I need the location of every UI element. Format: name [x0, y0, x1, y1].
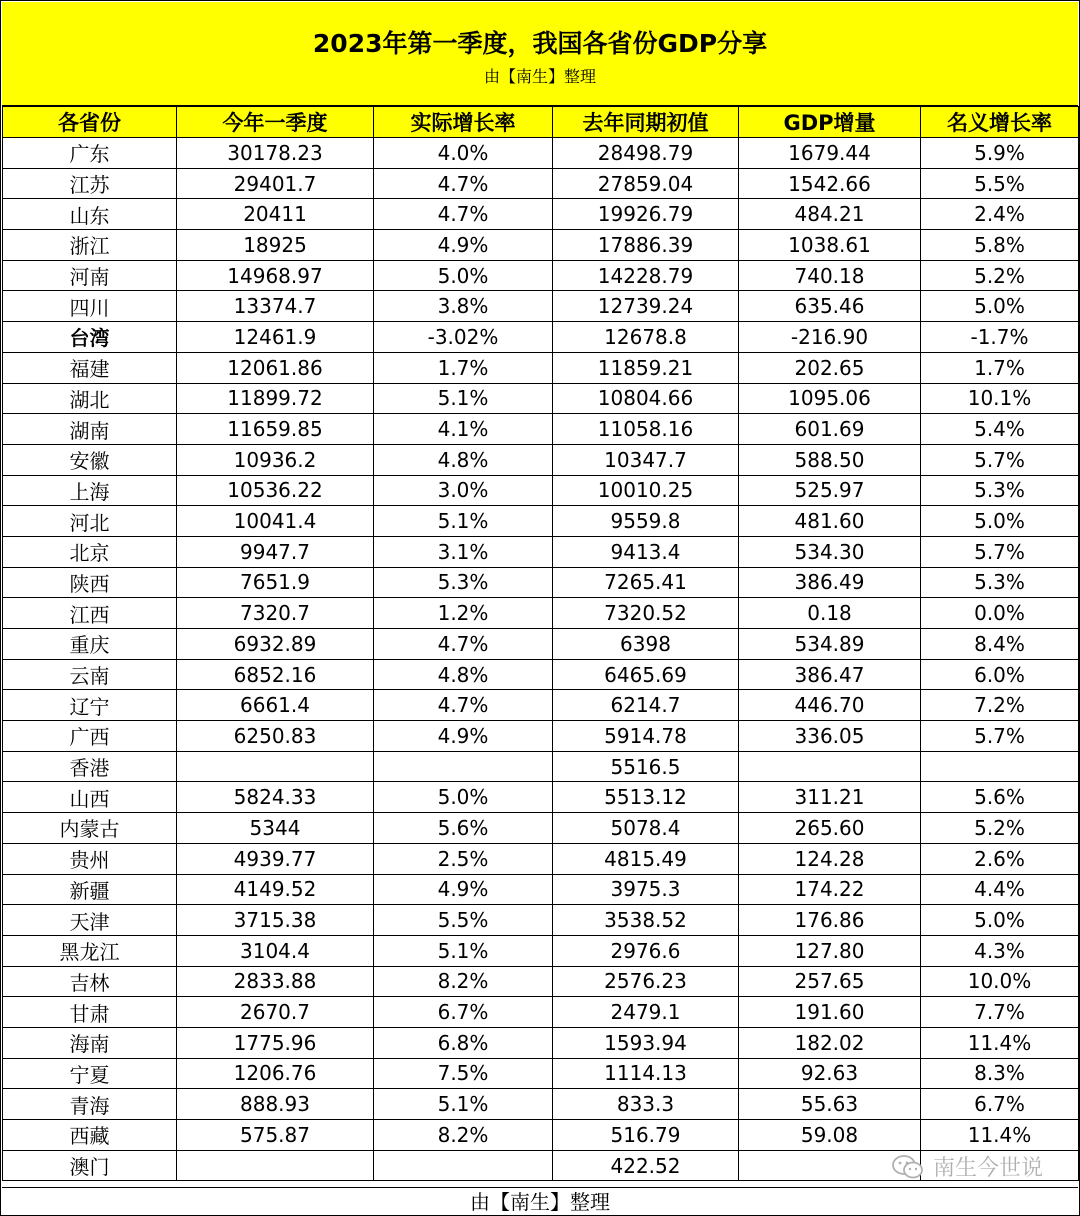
cell-province: 内蒙古 [3, 813, 177, 844]
cell-gdp-increase: 124.28 [739, 843, 921, 874]
cell-q1-gdp: 2833.88 [177, 966, 374, 997]
cell-gdp-increase: 265.60 [739, 813, 921, 844]
cell-nominal-growth: 10.1% [921, 383, 1079, 414]
cell-last-year-initial: 833.3 [553, 1089, 739, 1120]
cell-nominal-growth: 5.7% [921, 721, 1079, 752]
cell-province: 湖北 [3, 383, 177, 414]
cell-last-year-initial: 9559.8 [553, 506, 739, 537]
cell-gdp-increase: 176.86 [739, 905, 921, 936]
cell-last-year-initial: 2576.23 [553, 966, 739, 997]
cell-q1-gdp: 10936.2 [177, 444, 374, 475]
cell-q1-gdp [177, 1150, 374, 1181]
cell-gdp-increase: 202.65 [739, 352, 921, 383]
cell-q1-gdp: 6661.4 [177, 690, 374, 721]
cell-province: 贵州 [3, 843, 177, 874]
cell-q1-gdp: 575.87 [177, 1120, 374, 1151]
cell-q1-gdp: 888.93 [177, 1089, 374, 1120]
cell-nominal-growth: 11.4% [921, 1027, 1079, 1058]
cell-q1-gdp: 6852.16 [177, 659, 374, 690]
cell-real-growth: 4.8% [374, 659, 553, 690]
cell-gdp-increase: 534.89 [739, 629, 921, 660]
cell-last-year-initial: 11058.16 [553, 414, 739, 445]
cell-gdp-increase: 1679.44 [739, 138, 921, 169]
cell-nominal-growth: 10.0% [921, 966, 1079, 997]
cell-q1-gdp: 2670.7 [177, 997, 374, 1028]
table-row [3, 598, 1079, 629]
cell-province: 上海 [3, 475, 177, 506]
watermark [891, 1151, 1043, 1182]
cell-q1-gdp: 14968.97 [177, 260, 374, 291]
cell-gdp-increase: 635.46 [739, 291, 921, 322]
cell-real-growth: 5.1% [374, 383, 553, 414]
cell-q1-gdp: 29401.7 [177, 168, 374, 199]
cell-province: 广西 [3, 721, 177, 752]
cell-gdp-increase: -216.90 [739, 322, 921, 353]
table-row [3, 997, 1079, 1028]
cell-province: 四川 [3, 291, 177, 322]
cell-q1-gdp: 10041.4 [177, 506, 374, 537]
cell-last-year-initial: 17886.39 [553, 230, 739, 261]
cell-q1-gdp: 10536.22 [177, 475, 374, 506]
cell-nominal-growth: 1.7% [921, 352, 1079, 383]
cell-last-year-initial: 10010.25 [553, 475, 739, 506]
cell-last-year-initial: 5516.5 [553, 751, 739, 782]
cell-q1-gdp: 4149.52 [177, 874, 374, 905]
cell-real-growth: 6.7% [374, 997, 553, 1028]
cell-nominal-growth: 4.4% [921, 874, 1079, 905]
cell-last-year-initial: 14228.79 [553, 260, 739, 291]
cell-gdp-increase: 386.49 [739, 567, 921, 598]
cell-gdp-increase: 446.70 [739, 690, 921, 721]
cell-q1-gdp: 9947.7 [177, 536, 374, 567]
cell-real-growth: 4.7% [374, 629, 553, 660]
cell-last-year-initial: 7320.52 [553, 598, 739, 629]
cell-last-year-initial: 2479.1 [553, 997, 739, 1028]
cell-real-growth: 8.2% [374, 966, 553, 997]
cell-province: 台湾 [3, 322, 177, 353]
table-row [3, 322, 1079, 353]
table-row [3, 199, 1079, 230]
cell-last-year-initial: 4815.49 [553, 843, 739, 874]
cell-province: 青海 [3, 1089, 177, 1120]
table-row [3, 629, 1079, 660]
cell-real-growth: -3.02% [374, 322, 553, 353]
cell-gdp-increase: 386.47 [739, 659, 921, 690]
table-row [3, 1089, 1079, 1120]
watermark-text: 南生今世说 [932, 1156, 1043, 1181]
page-title: 2023年第一季度，我国各省份GDP分享 [312, 29, 768, 58]
cell-q1-gdp: 6250.83 [177, 721, 374, 752]
cell-gdp-increase: 174.22 [739, 874, 921, 905]
cell-province: 陕西 [3, 567, 177, 598]
cell-last-year-initial: 7265.41 [553, 567, 739, 598]
cell-q1-gdp: 5824.33 [177, 782, 374, 813]
table-row [3, 475, 1079, 506]
gdp-table [2, 106, 1079, 1181]
cell-real-growth: 4.9% [374, 721, 553, 752]
cell-gdp-increase: 1095.06 [739, 383, 921, 414]
cell-province: 西藏 [3, 1120, 177, 1151]
cell-q1-gdp: 4939.77 [177, 843, 374, 874]
cell-nominal-growth: 7.7% [921, 997, 1079, 1028]
table-row [3, 352, 1079, 383]
cell-nominal-growth: 5.0% [921, 291, 1079, 322]
cell-province: 吉林 [3, 966, 177, 997]
cell-q1-gdp: 7320.7 [177, 598, 374, 629]
cell-nominal-growth: 7.2% [921, 690, 1079, 721]
cell-nominal-growth: 0.0% [921, 598, 1079, 629]
cell-province: 澳门 [3, 1150, 177, 1181]
cell-province: 海南 [3, 1027, 177, 1058]
cell-gdp-increase: 182.02 [739, 1027, 921, 1058]
cell-q1-gdp: 20411 [177, 199, 374, 230]
cell-province: 广东 [3, 138, 177, 169]
cell-q1-gdp: 5344 [177, 813, 374, 844]
wechat-icon [891, 1154, 925, 1180]
header-gdp-increase: GDP增量 [739, 107, 921, 138]
table-row [3, 782, 1079, 813]
table-row [3, 1027, 1079, 1058]
cell-province: 安徽 [3, 444, 177, 475]
cell-last-year-initial: 12678.8 [553, 322, 739, 353]
cell-gdp-increase: 534.30 [739, 536, 921, 567]
table-row [3, 444, 1079, 475]
table-row [3, 813, 1079, 844]
cell-last-year-initial: 9413.4 [553, 536, 739, 567]
cell-real-growth: 4.7% [374, 199, 553, 230]
cell-real-growth [374, 1150, 553, 1181]
cell-province: 北京 [3, 536, 177, 567]
cell-gdp-increase: 55.63 [739, 1089, 921, 1120]
cell-nominal-growth: 2.4% [921, 199, 1079, 230]
cell-province: 山东 [3, 199, 177, 230]
cell-q1-gdp: 11899.72 [177, 383, 374, 414]
table-row [3, 168, 1079, 199]
cell-real-growth: 4.8% [374, 444, 553, 475]
cell-last-year-initial: 1593.94 [553, 1027, 739, 1058]
cell-q1-gdp: 1206.76 [177, 1058, 374, 1089]
table-row [3, 874, 1079, 905]
cell-real-growth: 4.9% [374, 230, 553, 261]
cell-last-year-initial: 10804.66 [553, 383, 739, 414]
cell-province: 宁夏 [3, 1058, 177, 1089]
table-row [3, 721, 1079, 752]
cell-nominal-growth: -1.7% [921, 322, 1079, 353]
cell-q1-gdp: 12461.9 [177, 322, 374, 353]
cell-q1-gdp: 1775.96 [177, 1027, 374, 1058]
cell-gdp-increase: 311.21 [739, 782, 921, 813]
cell-real-growth: 4.1% [374, 414, 553, 445]
cell-gdp-increase: 484.21 [739, 199, 921, 230]
table-row [3, 966, 1079, 997]
cell-nominal-growth: 5.7% [921, 536, 1079, 567]
table-row [3, 751, 1079, 782]
table-row [3, 414, 1079, 445]
cell-q1-gdp: 18925 [177, 230, 374, 261]
table-row [3, 935, 1079, 966]
cell-nominal-growth: 5.2% [921, 813, 1079, 844]
cell-last-year-initial: 19926.79 [553, 199, 739, 230]
cell-real-growth: 3.8% [374, 291, 553, 322]
cell-last-year-initial: 6465.69 [553, 659, 739, 690]
cell-real-growth [374, 751, 553, 782]
cell-real-growth: 6.8% [374, 1027, 553, 1058]
cell-nominal-growth: 5.0% [921, 905, 1079, 936]
table-row [3, 905, 1079, 936]
cell-nominal-growth: 5.7% [921, 444, 1079, 475]
table-row [3, 659, 1079, 690]
cell-nominal-growth: 5.4% [921, 414, 1079, 445]
cell-gdp-increase: 525.97 [739, 475, 921, 506]
cell-real-growth: 4.7% [374, 168, 553, 199]
cell-gdp-increase: 336.05 [739, 721, 921, 752]
cell-nominal-growth: 2.6% [921, 843, 1079, 874]
cell-nominal-growth: 5.6% [921, 782, 1079, 813]
cell-nominal-growth: 5.9% [921, 138, 1079, 169]
cell-real-growth: 5.6% [374, 813, 553, 844]
cell-real-growth: 1.7% [374, 352, 553, 383]
cell-real-growth: 4.9% [374, 874, 553, 905]
cell-real-growth: 2.5% [374, 843, 553, 874]
table-row [3, 383, 1079, 414]
header-nominal-growth: 名义增长率 [921, 107, 1079, 138]
cell-gdp-increase: 601.69 [739, 414, 921, 445]
table-row [3, 260, 1079, 291]
cell-real-growth: 7.5% [374, 1058, 553, 1089]
cell-province: 甘肃 [3, 997, 177, 1028]
cell-nominal-growth: 6.0% [921, 659, 1079, 690]
cell-nominal-growth: 5.0% [921, 506, 1079, 537]
cell-last-year-initial: 1114.13 [553, 1058, 739, 1089]
cell-province: 河南 [3, 260, 177, 291]
cell-gdp-increase: 1038.61 [739, 230, 921, 261]
cell-last-year-initial: 28498.79 [553, 138, 739, 169]
header-row [3, 107, 1079, 138]
cell-province: 黑龙江 [3, 935, 177, 966]
cell-gdp-increase: 1542.66 [739, 168, 921, 199]
cell-nominal-growth: 5.3% [921, 475, 1079, 506]
cell-last-year-initial: 10347.7 [553, 444, 739, 475]
cell-nominal-growth: 5.5% [921, 168, 1079, 199]
cell-province: 福建 [3, 352, 177, 383]
cell-last-year-initial: 12739.24 [553, 291, 739, 322]
cell-q1-gdp: 12061.86 [177, 352, 374, 383]
cell-province: 新疆 [3, 874, 177, 905]
table-row [3, 291, 1079, 322]
cell-real-growth: 3.0% [374, 475, 553, 506]
cell-real-growth: 5.1% [374, 506, 553, 537]
cell-last-year-initial: 422.52 [553, 1150, 739, 1181]
cell-gdp-increase: 588.50 [739, 444, 921, 475]
cell-province: 云南 [3, 659, 177, 690]
cell-nominal-growth [921, 751, 1079, 782]
cell-province: 江苏 [3, 168, 177, 199]
cell-gdp-increase [739, 751, 921, 782]
cell-last-year-initial: 5078.4 [553, 813, 739, 844]
header-last-year-initial: 去年同期初值 [553, 107, 739, 138]
cell-real-growth: 5.5% [374, 905, 553, 936]
cell-last-year-initial: 5513.12 [553, 782, 739, 813]
cell-last-year-initial: 516.79 [553, 1120, 739, 1151]
cell-province: 浙江 [3, 230, 177, 261]
cell-nominal-growth: 8.3% [921, 1058, 1079, 1089]
footer-note: 由【南生】整理 [2, 1187, 1078, 1216]
cell-real-growth: 1.2% [374, 598, 553, 629]
cell-province: 江西 [3, 598, 177, 629]
table-row [3, 506, 1079, 537]
cell-gdp-increase: 481.60 [739, 506, 921, 537]
page-subtitle: 由【南生】整理 [483, 67, 596, 86]
cell-q1-gdp [177, 751, 374, 782]
header-q1-gdp: 今年一季度 [177, 107, 374, 138]
cell-last-year-initial: 5914.78 [553, 721, 739, 752]
cell-real-growth: 4.0% [374, 138, 553, 169]
cell-province: 湖南 [3, 414, 177, 445]
table-row [3, 567, 1079, 598]
cell-gdp-increase: 191.60 [739, 997, 921, 1028]
cell-last-year-initial: 3538.52 [553, 905, 739, 936]
cell-q1-gdp: 30178.23 [177, 138, 374, 169]
cell-q1-gdp: 13374.7 [177, 291, 374, 322]
cell-gdp-increase: 740.18 [739, 260, 921, 291]
cell-last-year-initial: 27859.04 [553, 168, 739, 199]
cell-province: 天津 [3, 905, 177, 936]
header-province: 各省份 [3, 107, 177, 138]
cell-q1-gdp: 11659.85 [177, 414, 374, 445]
cell-real-growth: 5.0% [374, 260, 553, 291]
cell-real-growth: 5.1% [374, 1089, 553, 1120]
cell-nominal-growth: 4.3% [921, 935, 1079, 966]
cell-nominal-growth: 11.4% [921, 1120, 1079, 1151]
cell-real-growth: 5.0% [374, 782, 553, 813]
cell-real-growth: 5.1% [374, 935, 553, 966]
cell-gdp-increase: 0.18 [739, 598, 921, 629]
cell-last-year-initial: 3975.3 [553, 874, 739, 905]
cell-real-growth: 5.3% [374, 567, 553, 598]
table-row [3, 230, 1079, 261]
cell-last-year-initial: 11859.21 [553, 352, 739, 383]
table-row [3, 690, 1079, 721]
cell-real-growth: 3.1% [374, 536, 553, 567]
cell-q1-gdp: 3715.38 [177, 905, 374, 936]
cell-last-year-initial: 6398 [553, 629, 739, 660]
cell-gdp-increase: 127.80 [739, 935, 921, 966]
cell-nominal-growth: 5.2% [921, 260, 1079, 291]
cell-gdp-increase: 92.63 [739, 1058, 921, 1089]
cell-last-year-initial: 2976.6 [553, 935, 739, 966]
cell-q1-gdp: 6932.89 [177, 629, 374, 660]
cell-real-growth: 8.2% [374, 1120, 553, 1151]
table-row [3, 1058, 1079, 1089]
cell-nominal-growth: 5.3% [921, 567, 1079, 598]
cell-province: 重庆 [3, 629, 177, 660]
cell-nominal-growth: 6.7% [921, 1089, 1079, 1120]
cell-province: 河北 [3, 506, 177, 537]
cell-gdp-increase: 59.08 [739, 1120, 921, 1151]
cell-province: 山西 [3, 782, 177, 813]
cell-nominal-growth: 5.8% [921, 230, 1079, 261]
title-block [2, 2, 1078, 106]
cell-nominal-growth: 8.4% [921, 629, 1079, 660]
table-row [3, 1120, 1079, 1151]
cell-province: 辽宁 [3, 690, 177, 721]
table-row [3, 843, 1079, 874]
cell-province: 香港 [3, 751, 177, 782]
header-real-growth: 实际增长率 [374, 107, 553, 138]
cell-real-growth: 4.7% [374, 690, 553, 721]
cell-q1-gdp: 7651.9 [177, 567, 374, 598]
table-row [3, 138, 1079, 169]
cell-gdp-increase: 257.65 [739, 966, 921, 997]
cell-last-year-initial: 6214.7 [553, 690, 739, 721]
table-row [3, 536, 1079, 567]
cell-q1-gdp: 3104.4 [177, 935, 374, 966]
